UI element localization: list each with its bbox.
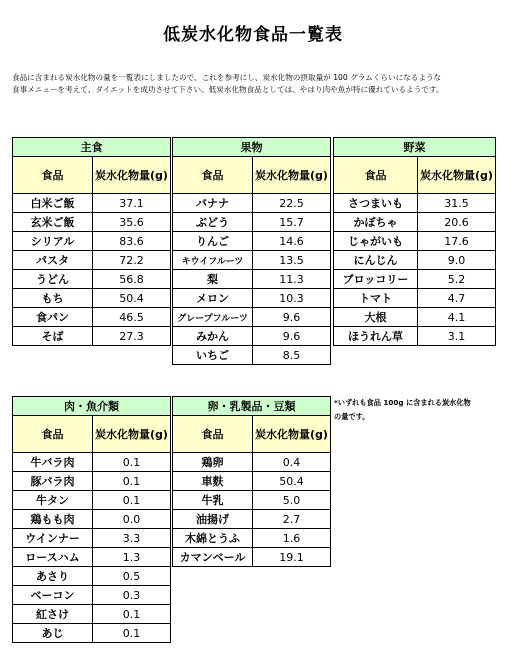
table-row bbox=[13, 194, 171, 213]
food-table-egg-dairy-soy bbox=[172, 396, 331, 567]
table-row bbox=[334, 270, 496, 289]
food-name-cell: にんじん bbox=[334, 251, 418, 270]
table-row bbox=[13, 308, 171, 327]
footnote bbox=[334, 396, 502, 424]
category-header: 主食 bbox=[13, 138, 171, 157]
carb-value-cell: 0.3 bbox=[93, 586, 171, 605]
carb-value-cell: 8.5 bbox=[253, 346, 331, 365]
carb-value-cell: 37.1 bbox=[93, 194, 171, 213]
carb-value-cell: 4.1 bbox=[418, 308, 496, 327]
table-row bbox=[173, 529, 331, 548]
table-row bbox=[13, 472, 171, 491]
carb-value-cell: 19.1 bbox=[253, 548, 331, 567]
food-name-cell: ぶどう bbox=[173, 213, 253, 232]
food-name-cell: じゃがいも bbox=[334, 232, 418, 251]
food-name-cell: さつまいも bbox=[334, 194, 418, 213]
food-name-cell: シリアル bbox=[13, 232, 93, 251]
carb-value-cell: 27.3 bbox=[93, 327, 171, 346]
food-table-vegetable bbox=[333, 137, 496, 346]
table-row bbox=[13, 213, 171, 232]
table-row bbox=[334, 251, 496, 270]
column-header-food: 食品 bbox=[13, 157, 93, 194]
table-row bbox=[13, 586, 171, 605]
table-row bbox=[13, 548, 171, 567]
food-name-cell: いちご bbox=[173, 346, 253, 365]
food-name-cell: 大根 bbox=[334, 308, 418, 327]
table-row bbox=[173, 270, 331, 289]
table-row bbox=[13, 605, 171, 624]
food-name-cell: グレープフルーツ bbox=[173, 308, 253, 327]
food-name-cell: りんご bbox=[173, 232, 253, 251]
table-row bbox=[13, 270, 171, 289]
food-name-cell: 牛バラ肉 bbox=[13, 453, 93, 472]
food-name-cell: みかん bbox=[173, 327, 253, 346]
carb-value-cell: 0.1 bbox=[93, 453, 171, 472]
food-name-cell: 油揚げ bbox=[173, 510, 253, 529]
column-header-carbs: 炭水化物量(g) bbox=[93, 416, 171, 453]
food-name-cell: ウインナー bbox=[13, 529, 93, 548]
table-row bbox=[173, 289, 331, 308]
carb-value-cell: 1.3 bbox=[93, 548, 171, 567]
carb-value-cell: 5.0 bbox=[253, 491, 331, 510]
food-table-fruit bbox=[172, 137, 331, 365]
table-row bbox=[334, 232, 496, 251]
food-name-cell: 梨 bbox=[173, 270, 253, 289]
food-name-cell: 木綿とうふ bbox=[173, 529, 253, 548]
carb-value-cell: 0.1 bbox=[93, 605, 171, 624]
carb-value-cell: 35.6 bbox=[93, 213, 171, 232]
table-row bbox=[173, 346, 331, 365]
intro-line: 食事メニューを考えて、ダイエットを成功させて下さい。低炭水化物食品としては、やはり肉や魚が特に優れているようです。 bbox=[12, 85, 444, 94]
table-row bbox=[173, 548, 331, 567]
food-name-cell: 豚バラ肉 bbox=[13, 472, 93, 491]
food-name-cell: 牛タン bbox=[13, 491, 93, 510]
carb-value-cell: 0.1 bbox=[93, 472, 171, 491]
carb-value-cell: 3.3 bbox=[93, 529, 171, 548]
carb-value-cell: 46.5 bbox=[93, 308, 171, 327]
carb-value-cell: 83.6 bbox=[93, 232, 171, 251]
carb-value-cell: 0.0 bbox=[93, 510, 171, 529]
carb-value-cell: 0.1 bbox=[93, 624, 171, 643]
carb-value-cell: 15.7 bbox=[253, 213, 331, 232]
carb-value-cell: 0.5 bbox=[93, 567, 171, 586]
table-row bbox=[173, 453, 331, 472]
carb-value-cell: 56.8 bbox=[93, 270, 171, 289]
carb-value-cell: 50.4 bbox=[253, 472, 331, 491]
table-row bbox=[173, 232, 331, 251]
table-row bbox=[13, 529, 171, 548]
column-header-carbs: 炭水化物量(g) bbox=[253, 416, 331, 453]
carb-value-cell: 10.3 bbox=[253, 289, 331, 308]
carb-value-cell: 17.6 bbox=[418, 232, 496, 251]
table-row bbox=[334, 327, 496, 346]
carb-value-cell: 0.1 bbox=[93, 491, 171, 510]
table-row bbox=[173, 472, 331, 491]
column-header-food: 食品 bbox=[334, 157, 418, 194]
footnote-line: の量です。 bbox=[334, 412, 370, 421]
table-row bbox=[173, 194, 331, 213]
food-table-staple bbox=[12, 137, 171, 346]
food-name-cell: 車麩 bbox=[173, 472, 253, 491]
table-row bbox=[334, 289, 496, 308]
food-name-cell: メロン bbox=[173, 289, 253, 308]
food-name-cell: トマト bbox=[334, 289, 418, 308]
table-row bbox=[334, 194, 496, 213]
column-header-food: 食品 bbox=[13, 416, 93, 453]
category-header: 野菜 bbox=[334, 138, 496, 157]
carb-value-cell: 20.6 bbox=[418, 213, 496, 232]
table-row bbox=[13, 624, 171, 643]
food-name-cell: あじ bbox=[13, 624, 93, 643]
food-name-cell: もち bbox=[13, 289, 93, 308]
table-row bbox=[334, 213, 496, 232]
table-row bbox=[173, 251, 331, 270]
category-header: 果物 bbox=[173, 138, 331, 157]
table-row bbox=[13, 327, 171, 346]
table-row bbox=[13, 289, 171, 308]
food-name-cell: ほうれん草 bbox=[334, 327, 418, 346]
column-header-carbs: 炭水化物量(g) bbox=[93, 157, 171, 194]
food-name-cell: ロースハム bbox=[13, 548, 93, 567]
food-name-cell: 食パン bbox=[13, 308, 93, 327]
carb-value-cell: 72.2 bbox=[93, 251, 171, 270]
carb-value-cell: 9.6 bbox=[253, 308, 331, 327]
table-row bbox=[173, 327, 331, 346]
carb-value-cell: 2.7 bbox=[253, 510, 331, 529]
food-name-cell: 牛乳 bbox=[173, 491, 253, 510]
column-header-carbs: 炭水化物量(g) bbox=[418, 157, 496, 194]
food-name-cell: 鶏もも肉 bbox=[13, 510, 93, 529]
column-header-carbs: 炭水化物量(g) bbox=[253, 157, 331, 194]
table-row bbox=[173, 213, 331, 232]
table-row bbox=[173, 510, 331, 529]
table-row bbox=[13, 510, 171, 529]
intro-text bbox=[12, 72, 496, 96]
carb-value-cell: 4.7 bbox=[418, 289, 496, 308]
category-header: 卵・乳製品・豆類 bbox=[173, 397, 331, 416]
food-name-cell: キウイフルーツ bbox=[173, 251, 253, 270]
category-header: 肉・魚介類 bbox=[13, 397, 171, 416]
column-header-food: 食品 bbox=[173, 416, 253, 453]
food-name-cell: バナナ bbox=[173, 194, 253, 213]
carb-value-cell: 1.6 bbox=[253, 529, 331, 548]
carb-value-cell: 14.6 bbox=[253, 232, 331, 251]
food-name-cell: カマンベール bbox=[173, 548, 253, 567]
column-header-food: 食品 bbox=[173, 157, 253, 194]
food-name-cell: 玄米ご飯 bbox=[13, 213, 93, 232]
food-name-cell: かぼちゃ bbox=[334, 213, 418, 232]
food-name-cell: そば bbox=[13, 327, 93, 346]
food-name-cell: うどん bbox=[13, 270, 93, 289]
food-name-cell: 紅さけ bbox=[13, 605, 93, 624]
carb-value-cell: 22.5 bbox=[253, 194, 331, 213]
intro-line: 食品に含まれる炭水化物の量を一覧表にしましたので、これを参考にし、炭水化物の摂取量が 100 グラムくらいになるような bbox=[12, 73, 442, 82]
table-row bbox=[173, 491, 331, 510]
table-row bbox=[13, 232, 171, 251]
carb-value-cell: 50.4 bbox=[93, 289, 171, 308]
table-row bbox=[334, 308, 496, 327]
food-table-meat-fish bbox=[12, 396, 171, 643]
food-name-cell: 鶏卵 bbox=[173, 453, 253, 472]
food-name-cell: あさり bbox=[13, 567, 93, 586]
table-row bbox=[173, 308, 331, 327]
table-row bbox=[13, 453, 171, 472]
food-name-cell: 白米ご飯 bbox=[13, 194, 93, 213]
table-row bbox=[13, 251, 171, 270]
table-row bbox=[13, 491, 171, 510]
table-row bbox=[13, 567, 171, 586]
food-name-cell: ベーコン bbox=[13, 586, 93, 605]
carb-value-cell: 31.5 bbox=[418, 194, 496, 213]
carb-value-cell: 11.3 bbox=[253, 270, 331, 289]
carb-value-cell: 5.2 bbox=[418, 270, 496, 289]
carb-value-cell: 9.6 bbox=[253, 327, 331, 346]
carb-value-cell: 3.1 bbox=[418, 327, 496, 346]
carb-value-cell: 0.4 bbox=[253, 453, 331, 472]
food-name-cell: ブロッコリー bbox=[334, 270, 418, 289]
carb-value-cell: 9.0 bbox=[418, 251, 496, 270]
food-name-cell: パスタ bbox=[13, 251, 93, 270]
footnote-line: *いずれも食品 100g に含まれる炭水化物 bbox=[334, 398, 471, 407]
carb-value-cell: 13.5 bbox=[253, 251, 331, 270]
page-title: 低炭水化物食品一覧表 bbox=[163, 25, 343, 45]
